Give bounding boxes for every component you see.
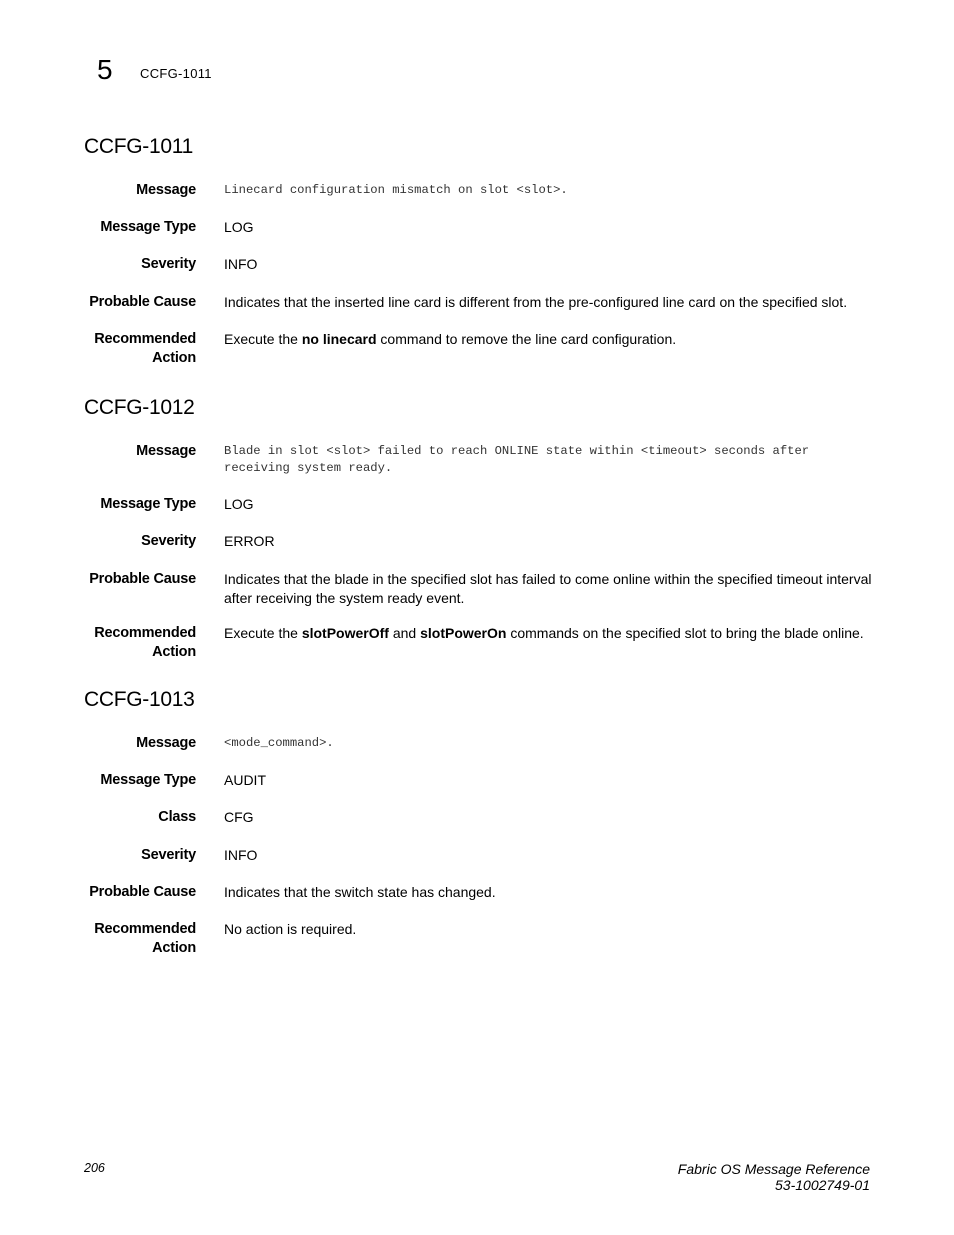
probable-cause-label: Probable Cause xyxy=(89,571,196,587)
class-value: CFG xyxy=(224,809,254,825)
recommended-label-line: Recommended xyxy=(94,921,196,937)
message-label: Message xyxy=(136,182,196,198)
command-name: slotPowerOff xyxy=(301,625,389,641)
command-name: slotPowerOn xyxy=(420,625,507,641)
severity-value: ERROR xyxy=(224,533,275,549)
probable-cause-label: Probable Cause xyxy=(89,294,196,310)
recommended-label-line: Recommended xyxy=(94,625,196,641)
severity-value: INFO xyxy=(224,256,258,272)
doc-number: 53-1002749-01 xyxy=(775,1177,870,1193)
probable-cause-text xyxy=(224,570,874,607)
probable-cause-text: Indicates that the switch state has changed. xyxy=(224,884,496,900)
message-type-label: Message Type xyxy=(100,219,196,235)
action-label-line: Action xyxy=(152,940,196,956)
action-label-line: Action xyxy=(152,644,196,660)
message-type-label: Message Type xyxy=(100,496,196,512)
recommended-action-text: No action is required. xyxy=(224,921,357,937)
entry-title: CCFG-1011 xyxy=(84,135,193,158)
entry-title: CCFG-1012 xyxy=(84,396,195,419)
action-text-post: command to remove the line card configuration. xyxy=(376,331,677,347)
command-name: no linecard xyxy=(301,331,377,347)
message-text-line: receiving system ready. xyxy=(224,460,393,475)
action-text-pre: Execute the xyxy=(224,331,302,347)
recommended-label-line: Recommended xyxy=(94,331,196,347)
action-text-pre: Execute the xyxy=(224,625,302,641)
action-text-post: commands on the specified slot to bring the blade online. xyxy=(506,625,864,641)
severity-label: Severity xyxy=(141,847,196,863)
message-text: Linecard configuration mismatch on slot <slot>. xyxy=(224,183,568,197)
cause-text-line: Indicates that the blade in the specified slot has failed to come online within the specified timeout interval xyxy=(224,571,872,587)
recommended-action-label xyxy=(60,330,196,368)
message-type-value: LOG xyxy=(224,219,254,235)
message-type-label: Message Type xyxy=(100,772,196,788)
message-label: Message xyxy=(136,735,196,751)
entry-title: CCFG-1013 xyxy=(84,688,195,711)
footer-doc-info xyxy=(678,1161,870,1193)
action-label-line: Action xyxy=(152,350,196,366)
message-text xyxy=(224,443,874,476)
message-text-line: Blade in slot <slot> failed to reach ONLINE state within <timeout> seconds after xyxy=(224,444,810,458)
probable-cause-label: Probable Cause xyxy=(89,884,196,900)
class-label: Class xyxy=(158,809,196,825)
recommended-action-text xyxy=(224,624,874,643)
chapter-number: 5 xyxy=(97,54,113,85)
message-type-value: LOG xyxy=(224,496,254,512)
message-text: <mode_command>. xyxy=(224,736,334,750)
message-label: Message xyxy=(136,443,196,459)
page-number: 206 xyxy=(84,1161,105,1175)
recommended-action-label xyxy=(60,624,196,662)
doc-title: Fabric OS Message Reference xyxy=(677,1161,870,1177)
message-type-value: AUDIT xyxy=(224,772,266,788)
severity-value: INFO xyxy=(224,847,258,863)
probable-cause-text: Indicates that the inserted line card is different from the pre-configured line card on the specified slot. xyxy=(224,294,848,310)
severity-label: Severity xyxy=(141,533,196,549)
recommended-action-text xyxy=(224,330,874,349)
cause-text-line: after receiving the system ready event. xyxy=(224,589,465,606)
running-header-title: CCFG-1011 xyxy=(140,66,212,81)
severity-label: Severity xyxy=(141,256,196,272)
action-text-mid: and xyxy=(388,625,421,641)
recommended-action-label xyxy=(60,920,196,958)
